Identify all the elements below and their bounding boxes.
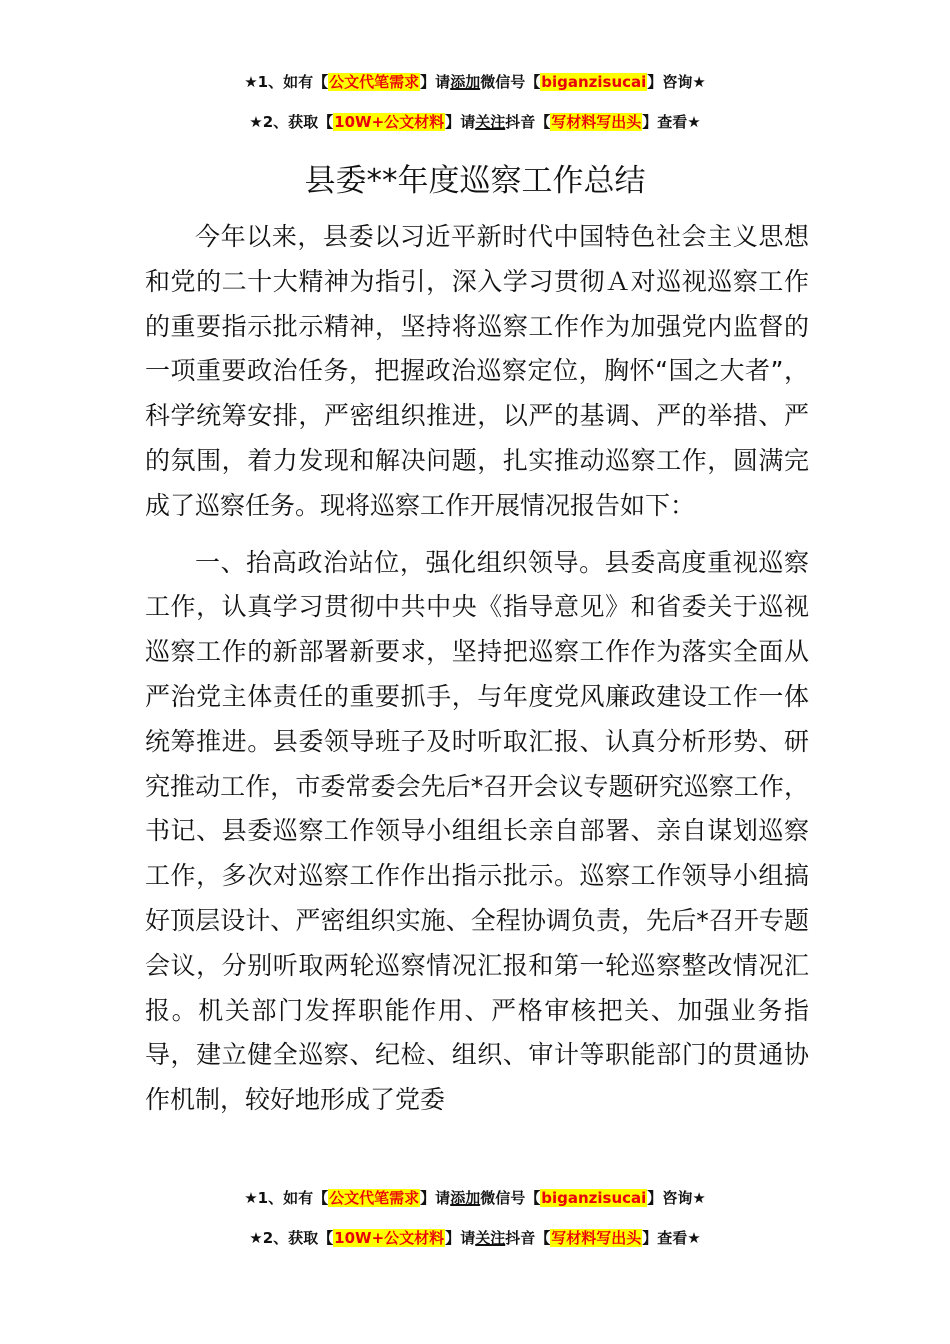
banner-text: 请	[460, 1229, 476, 1247]
top-banner	[0, 62, 950, 142]
bracket-open: 【	[525, 73, 541, 91]
underlined-action: 添加	[450, 73, 481, 91]
bracket-open: 【	[318, 1229, 334, 1247]
banner-text: 请	[435, 1189, 451, 1207]
bracket-close: 】	[642, 1229, 658, 1247]
paragraph-section-1: 一、抬高政治站位，强化组织领导。县委高度重视巡察工作，认真学习贯彻中共中央《指导意见》和省委关于巡视巡察工作的新部署新要求，坚持把巡察工作作为落实全面从严治党主体责任的重要抓手，与年度党风廉政建设工作一体统筹推进。县委领导班子及时听取汇报、认真分析形势、研究推动工作，市委常委会先后*召开会议专题研究巡察工作，书记、县委巡察工作领导小组组长亲自部署、亲自谋划巡察工作，多次对巡察工作作出指示批示。巡察工作领导小组搞好顶层设计、严密组织实施、全程协调负责，先后*召开专题会议，分别听取两轮巡察情况汇报和第一轮巡察整改情况汇报。机关部门发挥职能作用、严格审核把关、加强业务指导，建立健全巡察、纪检、组织、审计等职能部门的贯通协作机制，较好地形成了党委	[145, 547, 809, 1115]
banner-text: 请	[460, 113, 476, 131]
banner-text: 请	[435, 73, 451, 91]
bottom-banner	[0, 1178, 950, 1258]
highlight-wechat-id: biganzisucai	[541, 1189, 647, 1207]
banner-text: 查看★	[657, 1229, 701, 1247]
banner-text: ★2、获取	[249, 113, 319, 131]
highlight-service: 公文代笔需求	[329, 73, 420, 91]
bracket-close: 】	[647, 1189, 663, 1207]
banner-line-2	[0, 1218, 950, 1258]
bracket-open: 【	[535, 1229, 551, 1247]
banner-text: 查看★	[657, 113, 701, 131]
document-title: 县委**年度巡察工作总结	[304, 163, 646, 199]
banner-text: ★1、如有	[244, 1189, 314, 1207]
highlight-douyin-account: 写材料写出头	[551, 1229, 642, 1247]
document-body	[145, 215, 809, 1123]
banner-text: 抖音	[505, 113, 536, 131]
highlight-materials: 10W+公文材料	[334, 1229, 445, 1247]
highlight-service: 公文代笔需求	[329, 1189, 420, 1207]
banner-line-1	[0, 1178, 950, 1218]
underlined-action: 关注	[475, 113, 506, 131]
bracket-open: 【	[525, 1189, 541, 1207]
banner-text: 咨询★	[662, 1189, 706, 1207]
banner-text: 微信号	[480, 73, 526, 91]
banner-line-2	[0, 102, 950, 142]
bracket-close: 】	[445, 113, 461, 131]
underlined-action: 添加	[450, 1189, 481, 1207]
bracket-close: 】	[445, 1229, 461, 1247]
highlight-wechat-id: biganzisucai	[541, 73, 647, 91]
bracket-close: 】	[420, 1189, 436, 1207]
banner-text: ★1、如有	[244, 73, 314, 91]
bracket-close: 】	[420, 73, 436, 91]
underlined-action: 关注	[475, 1229, 506, 1247]
banner-text: 抖音	[505, 1229, 536, 1247]
highlight-douyin-account: 写材料写出头	[551, 113, 642, 131]
bracket-open: 【	[535, 113, 551, 131]
bracket-open: 【	[313, 73, 329, 91]
banner-text: ★2、获取	[249, 1229, 319, 1247]
bracket-close: 】	[647, 73, 663, 91]
highlight-materials: 10W+公文材料	[334, 113, 445, 131]
banner-text: 咨询★	[662, 73, 706, 91]
paragraph-intro: 今年以来，县委以习近平新时代中国特色社会主义思想和党的二十大精神为指引，深入学习贯彻Ａ对巡视巡察工作的重要指示批示精神，坚持将巡察工作作为加强党内监督的一项重要政治任务，把握政治巡察定位，胸怀“国之大者”，科学统筹安排，严密组织推进，以严的基调、严的举措、严的氛围，着力发现和解决问题，扎实推动巡察工作，圆满完成了巡察任务。现将巡察工作开展情况报告如下：	[145, 222, 809, 520]
bracket-open: 【	[318, 113, 334, 131]
banner-text: 微信号	[480, 1189, 526, 1207]
bracket-close: 】	[642, 113, 658, 131]
bracket-open: 【	[313, 1189, 329, 1207]
banner-line-1	[0, 62, 950, 102]
